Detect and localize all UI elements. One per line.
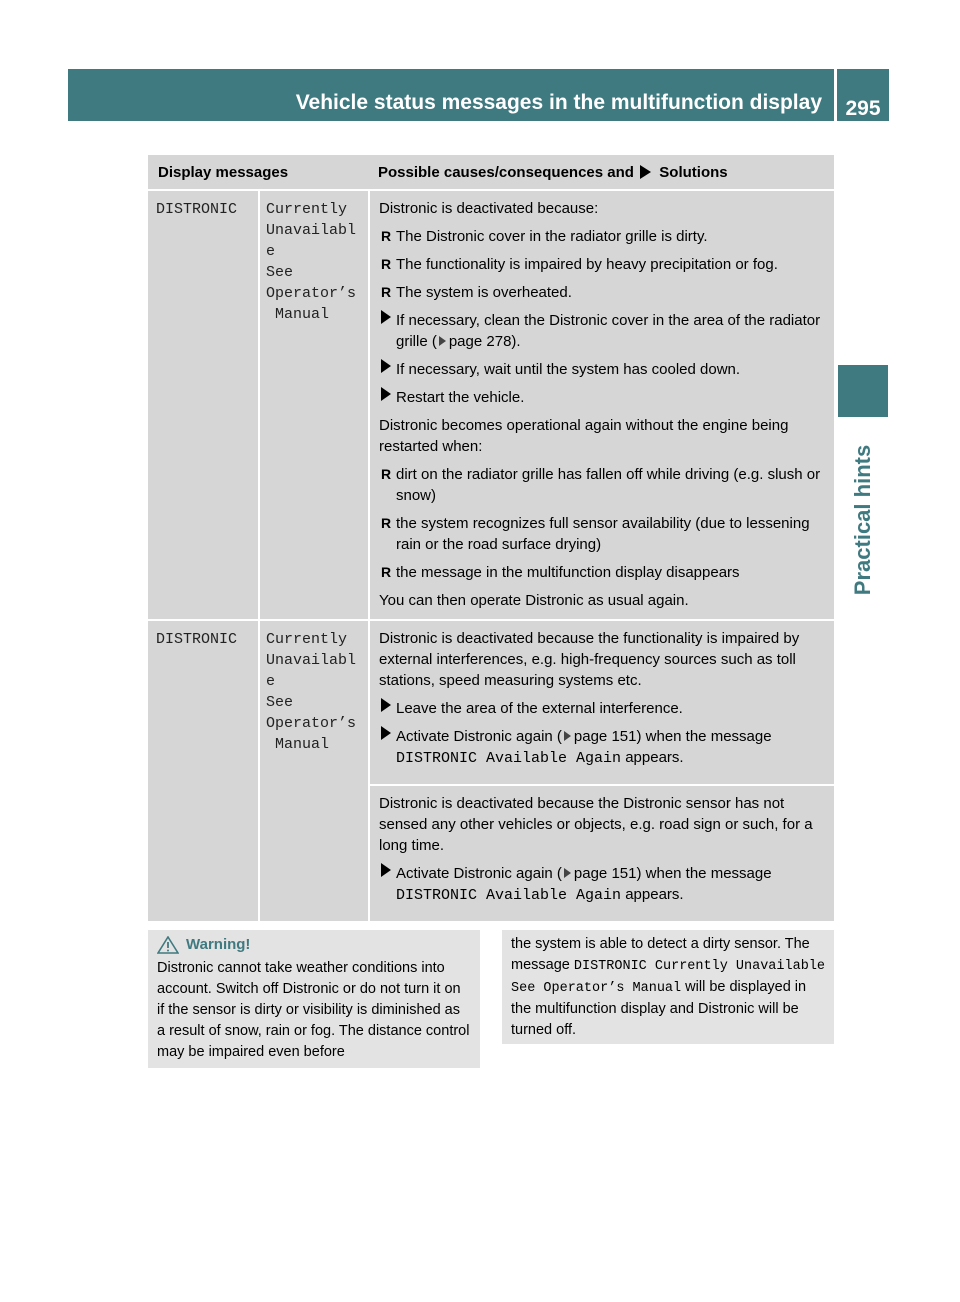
step-arrow-icon (381, 726, 391, 740)
warning-box-continued: the system is able to detect a dirty sensor. The message DISTRONIC Currently Unavailable See Operator’s Manual will be displayed in the multifunction display and Distronic will be turned off. (502, 930, 834, 1044)
page-ref-icon (564, 868, 571, 878)
step-arrow-icon (381, 387, 391, 401)
step-arrow-icon (381, 359, 391, 373)
step-arrow-icon (381, 698, 391, 712)
messages-table (148, 155, 834, 921)
page-ref-icon (564, 731, 571, 741)
causes-cell: Distronic is deactivated because the functionality is impaired by external interferences, e.g. high-frequency sources such as toll stations, speed measuring systems etc. Leave the area of the external interference. Activate Distronic again ( page 151) when the message DISTRONIC Available Again appears. (370, 621, 834, 784)
header-band (68, 69, 834, 121)
section-side-label: Practical hints (850, 444, 875, 596)
table-row (148, 621, 834, 921)
display-message: Currently Unavailabl e See Operator’s Manual (260, 191, 368, 619)
step-arrow-icon (381, 310, 391, 324)
page-title: Vehicle status messages in the multifunction display (295, 91, 822, 114)
table-header (148, 155, 834, 189)
step-arrow-icon (381, 863, 391, 877)
section-tab-marker (838, 365, 888, 417)
causes-cell: Distronic is deactivated because the Distronic sensor has not sensed any other vehicles or objects, e.g. road sign or such, for a long time. Activate Distronic again ( page 151) when the message DISTRONIC Available Again appears. (370, 786, 834, 921)
warning-triangle-icon (157, 936, 179, 954)
page-reference[interactable]: page 151 (573, 728, 637, 745)
warning-title: Warning! (157, 934, 471, 955)
warning-box (148, 930, 480, 1068)
page-number: 295 (837, 69, 889, 121)
display-message: Currently Unavailabl e See Operator’s Manual (260, 621, 368, 921)
display-code: DISTRONIC (148, 191, 258, 619)
col-header-display: Display messages (158, 163, 289, 181)
display-code: DISTRONIC (148, 621, 258, 921)
warning-text: Distronic cannot take weather conditions into account. Switch off Distronic or do not turn it on if the sensor is dirty or visibility is diminished as a result of snow, rain or fog. The distance control may be impaired even before (157, 960, 470, 1060)
causes-cell: Distronic is deactivated because: R The Distronic cover in the radiator grille is dirty. R The functionality is impaired by heavy precipitation or fog. R The system is overheated. If necessary, clean the Distronic cover in the area of the radiator grille ( page 278). If necessary, wait until the system has cooled down. Restart the vehicle. Distronic becomes operational again without the engine being restarted when: R dirt on the radiator grille has fallen off while driving (e.g. slush or snow) R the system recognizes full sensor availability (due to lessening rain or the road surface drying) R the message in the multifunction display disappears You can then operate Distronic as usual again. (370, 191, 834, 619)
page-ref-icon (439, 336, 446, 346)
table-row (148, 191, 834, 619)
page-reference[interactable]: page 151 (573, 865, 637, 882)
page-reference[interactable]: page 278 (448, 333, 512, 350)
col-header-causes: Possible causes/consequences and Solutions (378, 163, 728, 181)
solution-arrow-icon (640, 165, 651, 179)
